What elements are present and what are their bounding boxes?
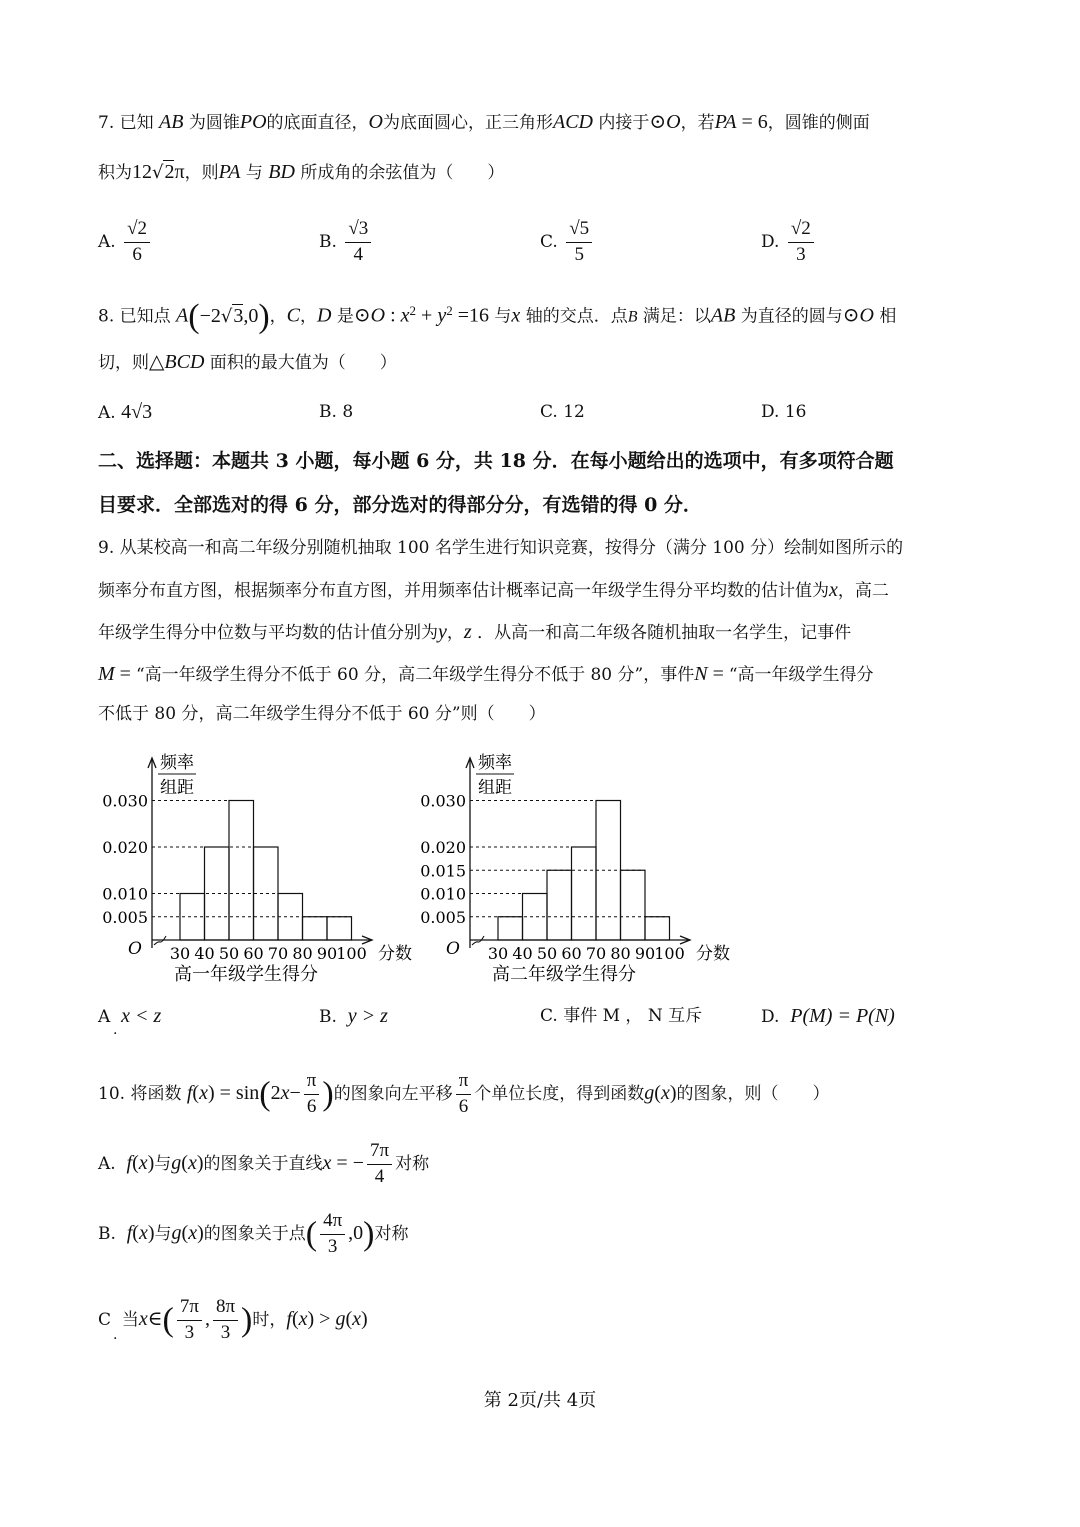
xtick-label: 70	[585, 944, 607, 963]
histogram-grade10	[90, 740, 420, 990]
xtick-label: 70	[267, 944, 289, 963]
xlabel: 分数	[696, 944, 730, 964]
q8-line2: 切，则△BCD 面积的最大值为（ ）	[98, 351, 397, 373]
xtick-label: 80	[292, 944, 313, 963]
q9-line3: 年级学生得分中位数与平均数的估计值分别为y，z ．从高一和高二年级各随机抽取一名学生，记事件	[98, 621, 852, 643]
xtick-label: 100	[336, 944, 367, 963]
xtick-label: 80	[610, 944, 631, 963]
q9-line1: 9. 从某校高一和高二年级分别随机抽取 100 名学生进行知识竞赛，按得分（满分 100 分）绘制如图所示的	[98, 538, 904, 558]
q9-line4: M = “高一年级学生得分不低于 60 分，高二年级学生得分不低于 80 分”，事件N = “高一年级学生得分	[98, 663, 874, 685]
xtick-label: 30	[487, 944, 509, 963]
q10-option-b[interactable]: B. f(x)与g(x)的图象关于点( $\frac{4\pi}{3}$ ,0)对称	[98, 1210, 409, 1257]
xtick-label: 30	[169, 944, 191, 963]
q9-option-b[interactable]: B. y > z	[319, 1005, 388, 1027]
xtick-label: 40	[512, 944, 533, 963]
q8-option-b[interactable]: B. 8	[319, 402, 354, 422]
histogram-bar	[547, 870, 572, 940]
ylabel-bottom: 组距	[478, 778, 512, 798]
ytick-label: 0.005	[102, 907, 148, 927]
q10-option-a[interactable]: A. f(x)与g(x)的图象关于直线x = − $\frac{7\pi}{4}$ 对称	[98, 1140, 430, 1187]
option-dot: .	[113, 1022, 118, 1038]
q9-line5: 不低于 80 分，高二年级学生得分不低于 60 分”则（ ）	[98, 704, 546, 724]
ytick-label: 0.010	[420, 884, 466, 904]
option-dot: .	[113, 1327, 118, 1343]
q8-option-a[interactable]: A. 4√3	[98, 401, 153, 423]
ytick-label: 0.030	[420, 791, 466, 811]
xtick-label: 100	[654, 944, 685, 963]
ytick-label: 0.020	[420, 838, 466, 857]
origin-label: O	[446, 939, 460, 959]
q9-option-d[interactable]: D. P(M) = P(N)	[761, 1005, 895, 1027]
ytick-label: 0.010	[102, 884, 148, 904]
chart-title: 高二年级学生得分	[492, 964, 636, 985]
q7-option-b[interactable]: B. $\frac{√3}{4}$	[319, 218, 374, 267]
ylabel-top: 频率	[160, 753, 194, 773]
ylabel-bottom: 组距	[160, 778, 194, 798]
xtick-label: 40	[194, 944, 215, 963]
q9-line2: 频率分布直方图，根据频率分布直方图，并用频率估计概率记高一年级学生得分平均数的估计值为x，高二	[98, 579, 889, 601]
q7-option-c[interactable]: C. $\frac{√5}{5}$	[540, 218, 595, 267]
q7-line1: 7. 已知 AB 为圆锥PO的底面直径，O为底面圆心，正三角形ACD 内接于⊙O，若PA = 6，圆锥的侧面	[98, 111, 870, 133]
xtick-label: 50	[218, 944, 240, 963]
ylabel-top: 频率	[478, 753, 512, 773]
q10-option-c[interactable]: C 当x∈( $\frac{7\pi}{3}$ , $\frac{8\pi}{3}$ )时，f(x) > g(x)	[98, 1296, 368, 1343]
chart-title: 高一年级学生得分	[174, 964, 318, 985]
q7-line2: 积为12√2π，则PA 与 BD 所成角的余弦值为（ ）	[98, 161, 505, 183]
xlabel: 分数	[378, 944, 412, 964]
histogram-bar	[645, 917, 670, 940]
origin-label: O	[128, 939, 142, 959]
ytick-label: 0.005	[420, 907, 466, 927]
histogram-bar	[229, 801, 254, 941]
xtick-label: 50	[536, 944, 558, 963]
q8-option-d[interactable]: D. 16	[761, 402, 807, 422]
section2-heading-line1: 二、选择题：本题共 3 小题，每小题 6 分，共 18 分．在每小题给出的选项中，有多项符合题	[98, 450, 894, 472]
q7-option-d[interactable]: D. $\frac{√2}{3}$	[761, 218, 817, 267]
histogram-bar	[498, 917, 523, 940]
ytick-label: 0.015	[420, 861, 466, 881]
xtick-label: 60	[243, 944, 264, 963]
q9-option-c[interactable]: C. 事件 M ， N 互斥	[540, 1006, 703, 1026]
ytick-label: 0.030	[102, 791, 148, 811]
ytick-label: 0.020	[102, 838, 148, 857]
histogram-bar	[621, 870, 646, 940]
xtick-label: 60	[561, 944, 582, 963]
histogram-bar	[327, 917, 352, 940]
histogram-bar	[572, 847, 597, 940]
xtick-label: 90	[316, 944, 338, 963]
q7-option-a[interactable]: A. $\frac{√2}{6}$	[98, 218, 153, 267]
q10-line1: 10. 将函数 f(x) = sin(2x− $\frac{\pi}{6}$ )的图象向左平移 $\frac{\pi}{6}$ 个单位长度，得到函数g(x)的图象，则（ ）	[98, 1070, 830, 1117]
section2-heading-line2: 目要求．全部选对的得 6 分，部分选对的得部分分，有选错的得 0 分．	[98, 494, 702, 516]
q8-option-c[interactable]: C. 12	[540, 402, 585, 422]
histogram-grade11	[408, 740, 738, 990]
xtick-label: 90	[634, 944, 656, 963]
histogram-bar	[303, 917, 328, 940]
page-footer: 第 2页/共 4页	[483, 1390, 597, 1411]
q9-option-a[interactable]: A x < z	[98, 1005, 162, 1027]
q8-line1: 8. 已知点 A(−2√3,0)，C，D 是⊙O : $x^2 + y^2 =16$ 与x 轴的交点．点B 满足：以AB 为直径的圆与⊙O 相	[98, 298, 897, 335]
